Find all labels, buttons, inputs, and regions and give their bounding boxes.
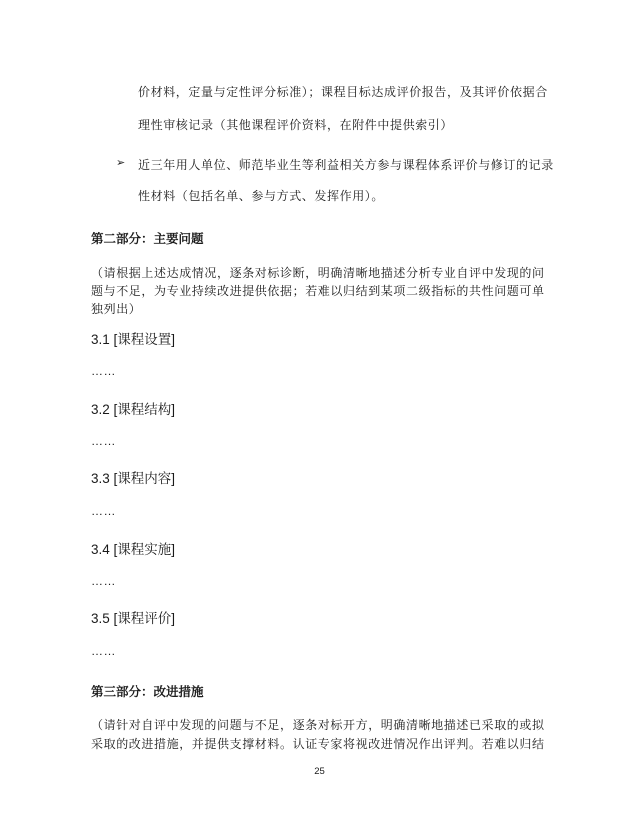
bullet-arrow-icon: ➢	[116, 156, 126, 169]
note-line: （请针对自评中发现的问题与不足，逐条对标开方，明确清晰地描述已采取的或拟	[91, 718, 545, 732]
note-line: 题与不足，为专业持续改进提供依据；若难以归结到某项二级指标的共性问题可单	[91, 284, 545, 298]
note-line: 采取的改进措施，并提供支撑材料。认证专家将视改进情况作出评判。若难以归结	[91, 737, 545, 751]
subsection-heading: 3.4 [课程实施]	[91, 542, 176, 557]
subsection-heading: 3.3 [课程内容]	[91, 471, 176, 486]
text-line: 理性审核记录（其他课程评价资料，在附件中提供索引）	[138, 118, 454, 132]
note-line: 独列出）	[91, 302, 142, 316]
placeholder-ellipsis: ……	[91, 364, 116, 378]
section-heading-part3: 第三部分：改进措施	[91, 684, 204, 699]
placeholder-ellipsis: ……	[91, 644, 116, 658]
placeholder-ellipsis: ……	[91, 504, 116, 518]
section-heading-part2: 第二部分：主要问题	[91, 231, 204, 246]
subsection-heading: 3.1 [课程设置]	[91, 332, 176, 347]
page-number: 25	[314, 766, 325, 777]
text-line: 价材料，定量与定性评分标准）；课程目标达成评价报告，及其评价依据合	[138, 85, 548, 99]
text-line: 性材料（包括名单、参与方式、发挥作用）。	[138, 189, 385, 203]
text-line: 近三年用人单位、师范毕业生等利益相关方参与课程体系评价与修订的记录	[138, 158, 554, 172]
subsection-heading: 3.5 [课程评价]	[91, 611, 176, 626]
placeholder-ellipsis: ……	[91, 574, 116, 588]
placeholder-ellipsis: ……	[91, 434, 116, 448]
subsection-heading: 3.2 [课程结构]	[91, 402, 176, 417]
note-line: （请根据上述达成情况，逐条对标诊断，明确清晰地描述分析专业自评中发现的问	[91, 266, 545, 280]
